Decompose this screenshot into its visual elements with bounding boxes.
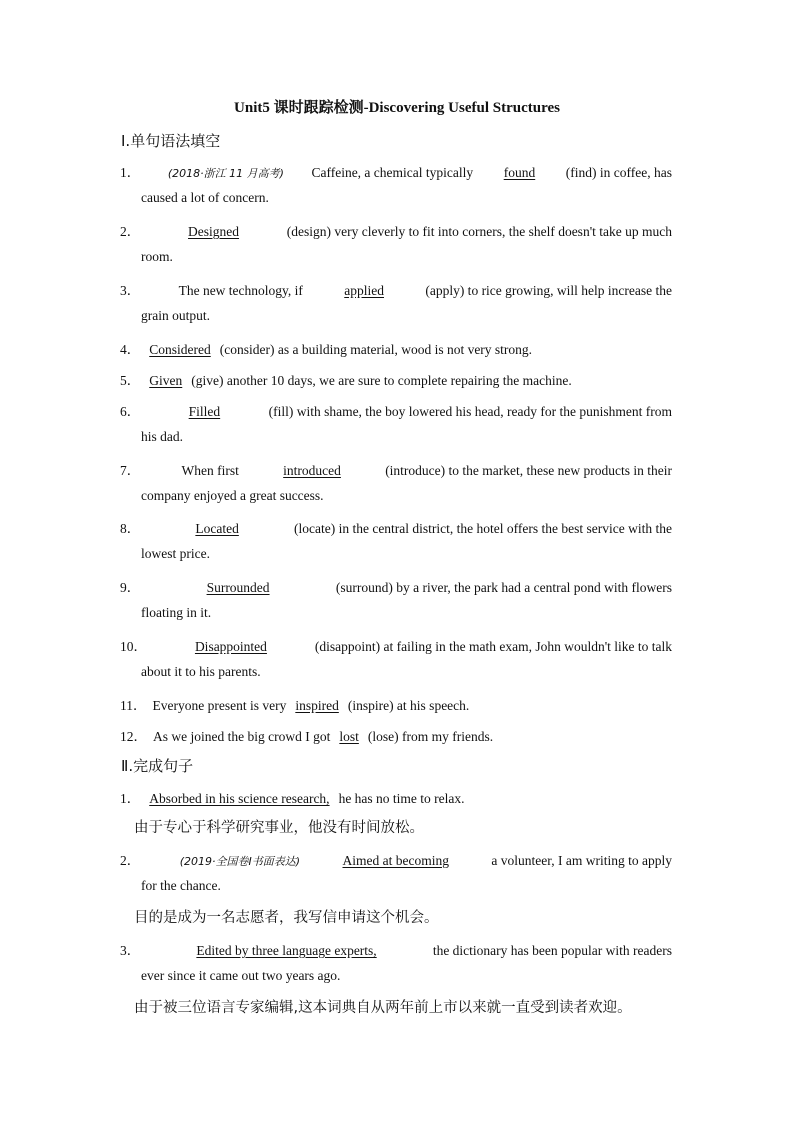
sentence-2 [120, 849, 672, 869]
exercise-3-continued [141, 308, 672, 324]
sentence-2-translation: 目的是成为一名志愿者，我写信申请这个机会。 [134, 910, 439, 926]
item-number: 5． [120, 373, 141, 388]
section-1-heading: Ⅰ.单句语法填空 [121, 132, 221, 150]
item-number: 12． [120, 729, 147, 744]
item-text-after: (surround) by a river, the park had a central pond with flowers [335, 580, 672, 595]
exercise-7-continued [141, 488, 672, 504]
exercise-2 [120, 220, 672, 240]
item-text-before: Everyone present is very [152, 698, 287, 713]
answer-blank: Given [149, 373, 183, 388]
item-text-cont: lowest price. [141, 546, 210, 561]
item-text-after: (lose) from my friends. [367, 729, 494, 744]
item-number: 6． [120, 404, 141, 419]
exercise-4 [120, 338, 672, 358]
item-text-after: (design) very cleverly to fit into corners, the shelf doesn't take up much [286, 224, 672, 239]
item-text-after: a volunteer, I am writing to apply [491, 853, 672, 868]
exercise-12 [120, 725, 672, 745]
answer-blank: Considered [149, 342, 211, 357]
item-number: 1． [120, 165, 141, 180]
item-text-before: When first [181, 463, 239, 478]
item-text-after: (locate) in the central district, the hotel offers the best service with the [293, 521, 672, 536]
item-text-after: (find) in coffee, has [565, 165, 672, 180]
item-source: (2018·浙江 11 月高考) [167, 167, 284, 180]
exercise-9 [120, 576, 672, 596]
item-text-after: (fill) with shame, the boy lowered his head, ready for the punishment from [268, 404, 672, 419]
item-text-cont: caused a lot of concern. [141, 190, 269, 205]
item-number: 11． [120, 698, 147, 713]
exercise-5 [120, 369, 672, 389]
section-2-heading: Ⅱ.完成句子 [121, 757, 194, 775]
item-text-after: the dictionary has been popular with readers [432, 943, 672, 958]
item-text-after: (consider) as a building material, wood is not very strong. [219, 342, 533, 357]
item-text-after: (introduce) to the market, these new products in their [385, 463, 672, 478]
item-text-cont: ever since it came out two years ago. [141, 968, 341, 983]
answer-blank: Absorbed in his science research, [149, 791, 330, 806]
answer-blank: inspired [295, 698, 339, 713]
answer-blank: Filled [188, 404, 221, 419]
item-text-after: (give) another 10 days, we are sure to complete repairing the machine. [191, 373, 572, 388]
item-text-before: As we joined the big crowd I got [153, 729, 331, 744]
item-text-before: Caffeine, a chemical typically [311, 165, 474, 180]
sentence-3-continued [141, 968, 672, 984]
item-text-cont: room. [141, 249, 173, 264]
sentence-1 [120, 787, 672, 807]
item-number: 2． [120, 224, 141, 239]
page-title: Unit5 课时跟踪检测-Discovering Useful Structures [234, 100, 560, 116]
sentence-3 [120, 939, 672, 959]
exercise-11 [120, 694, 672, 714]
item-text-cont: for the chance. [141, 878, 221, 893]
item-text-after: he has no time to relax. [338, 791, 465, 806]
item-number: 7． [120, 463, 141, 478]
answer-blank: found [503, 165, 536, 180]
exercise-9-continued [141, 605, 672, 621]
exercise-10 [120, 635, 672, 655]
item-text-cont: his dad. [141, 429, 183, 444]
answer-blank: introduced [283, 463, 341, 478]
exercise-10-continued [141, 664, 672, 680]
exercise-8 [120, 517, 672, 537]
item-text-cont: company enjoyed a great success. [141, 488, 324, 503]
item-text-after: (apply) to rice growing, will help increase the [425, 283, 672, 298]
item-number: 9． [120, 580, 141, 595]
answer-blank: Edited by three language experts, [196, 943, 377, 958]
exercise-3 [120, 279, 672, 299]
item-text-cont: floating in it. [141, 605, 212, 620]
item-source: (2019·全国卷Ⅰ书面表达) [179, 855, 301, 868]
sentence-2-continued [141, 878, 672, 894]
item-text-cont: grain output. [141, 308, 210, 323]
item-number: 4． [120, 342, 141, 357]
item-number: 2． [120, 853, 141, 868]
exercise-6-continued [141, 429, 672, 445]
answer-blank: Aimed at becoming [342, 853, 449, 868]
item-number: 8． [120, 521, 141, 536]
item-number: 3． [120, 943, 141, 958]
sentence-3-translation: 由于被三位语言专家编辑,这本词典自从两年前上市以来就一直受到读者欢迎。 [134, 1000, 632, 1016]
exercise-1 [120, 161, 672, 181]
answer-blank: applied [344, 283, 384, 298]
item-text-cont: about it to his parents. [141, 664, 261, 679]
exercise-7 [120, 459, 672, 479]
item-number: 10． [120, 639, 147, 654]
answer-blank: Designed [188, 224, 240, 239]
answer-blank: lost [339, 729, 359, 744]
item-text-before: The new technology, if [178, 283, 303, 298]
answer-blank: Located [195, 521, 239, 536]
item-number: 1． [120, 791, 141, 806]
sentence-1-translation: 由于专心于科学研究事业，他没有时间放松。 [134, 820, 424, 836]
item-number: 3． [120, 283, 141, 298]
exercise-8-continued [141, 546, 672, 562]
exercise-6 [120, 400, 672, 420]
answer-blank: Surrounded [206, 580, 270, 595]
item-text-after: (inspire) at his speech. [347, 698, 470, 713]
answer-blank: Disappointed [194, 639, 267, 654]
exercise-2-continued [141, 249, 672, 265]
item-text-after: (disappoint) at failing in the math exam, John wouldn't like to talk [314, 639, 672, 654]
exercise-1-continued [141, 190, 672, 206]
